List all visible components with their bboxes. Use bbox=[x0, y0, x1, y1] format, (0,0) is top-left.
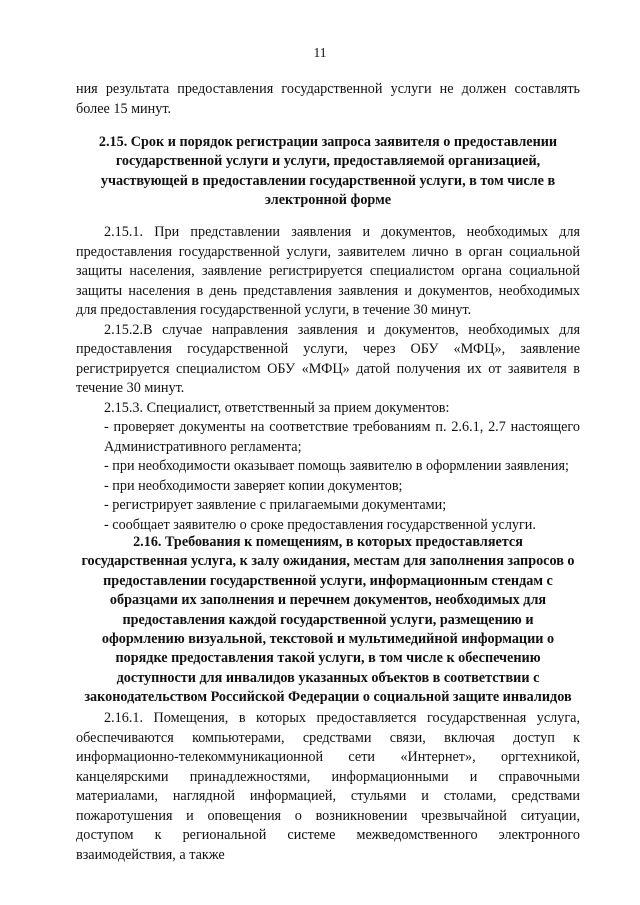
paragraph-2-16-1: 2.16.1. Помещения, в которых предоставляется государственная услуга, обеспечиваются компьютерами, средствами связи, включая доступ к информационно-телекоммуникационной сети «Интернет», оргтехникой, канцелярскими принадлежностями, информационными и справочными материалами, наглядной информацией, стульями и столами, средствами пожаротушения и оповещения о возникновении чрезвычайной ситуации, доступом к региональной системе межведомственного электронного взаимодействия, а также bbox=[76, 710, 580, 863]
list-item: - при необходимости заверяет копии документов; bbox=[104, 477, 403, 494]
page-number: 11 bbox=[313, 45, 327, 60]
section-2-16-heading: 2.16. Требования к помещениям, в которых предоставляется государственная услуга, к залу ожидания, местам для заполнения запросов о предоставлении государственной услуги, информационным стендам с образцами их заполнения и перечнем документов, необходимых для предоставления каждой государственной услуги, размещению и оформлению визуальной, текстовой и мультимедийной информации о порядке предоставления такой услуги, в том числе к обеспечению доступности для инвалидов указанных объектов в соответствии с законодательством Российской Федерации о социальной защите инвалидов bbox=[81, 534, 575, 706]
intro-paragraph: ния результата предоставления государственной услуги не должен составлять более 15 минут. bbox=[76, 81, 580, 117]
section-2-15-body bbox=[76, 223, 580, 535]
section-2-15-heading: 2.15. Срок и порядок регистрации запроса заявителя о предоставлении государственной услуги и услуги, предоставляемой организацией, участвующей в предоставлении государственной услуги, в том числе в электронной форме bbox=[98, 134, 558, 209]
list-item: - при необходимости оказывает помощь заявителю в оформлении заявления; bbox=[104, 458, 569, 474]
paragraph-2-15-3: 2.15.3. Специалист, ответственный за прием документов: bbox=[104, 399, 450, 416]
intro-paragraph-block bbox=[76, 80, 580, 119]
section-2-16-body bbox=[76, 709, 580, 865]
paragraph-2-15-1: 2.15.1. При представлении заявления и документов, необходимых для предоставления государственной услуги, заявителем лично в орган социальной защиты населения, заявление регистрируется специалистом органа социальной защиты населения в день представления заявления и документов, необходимых для предоставления государственной услуги, в течение 30 минут. bbox=[76, 224, 580, 318]
list-item: - регистрирует заявление с прилагаемыми документами; bbox=[104, 497, 447, 513]
list-item: - сообщает заявителю о сроке предоставления государственной услуги. bbox=[104, 516, 536, 533]
list-item: - проверяет документы на соответствие требованиям п. 2.6.1, 2.7 настоящего Административного регламента; bbox=[104, 419, 580, 455]
paragraph-2-15-2: 2.15.2.В случае направления заявления и документов, необходимых для предоставления государственной услуги, через ОБУ «МФЦ», заявление регистрируется специалистом ОБУ «МФЦ» датой получения их от заявителя в течение 30 минут. bbox=[76, 321, 580, 396]
